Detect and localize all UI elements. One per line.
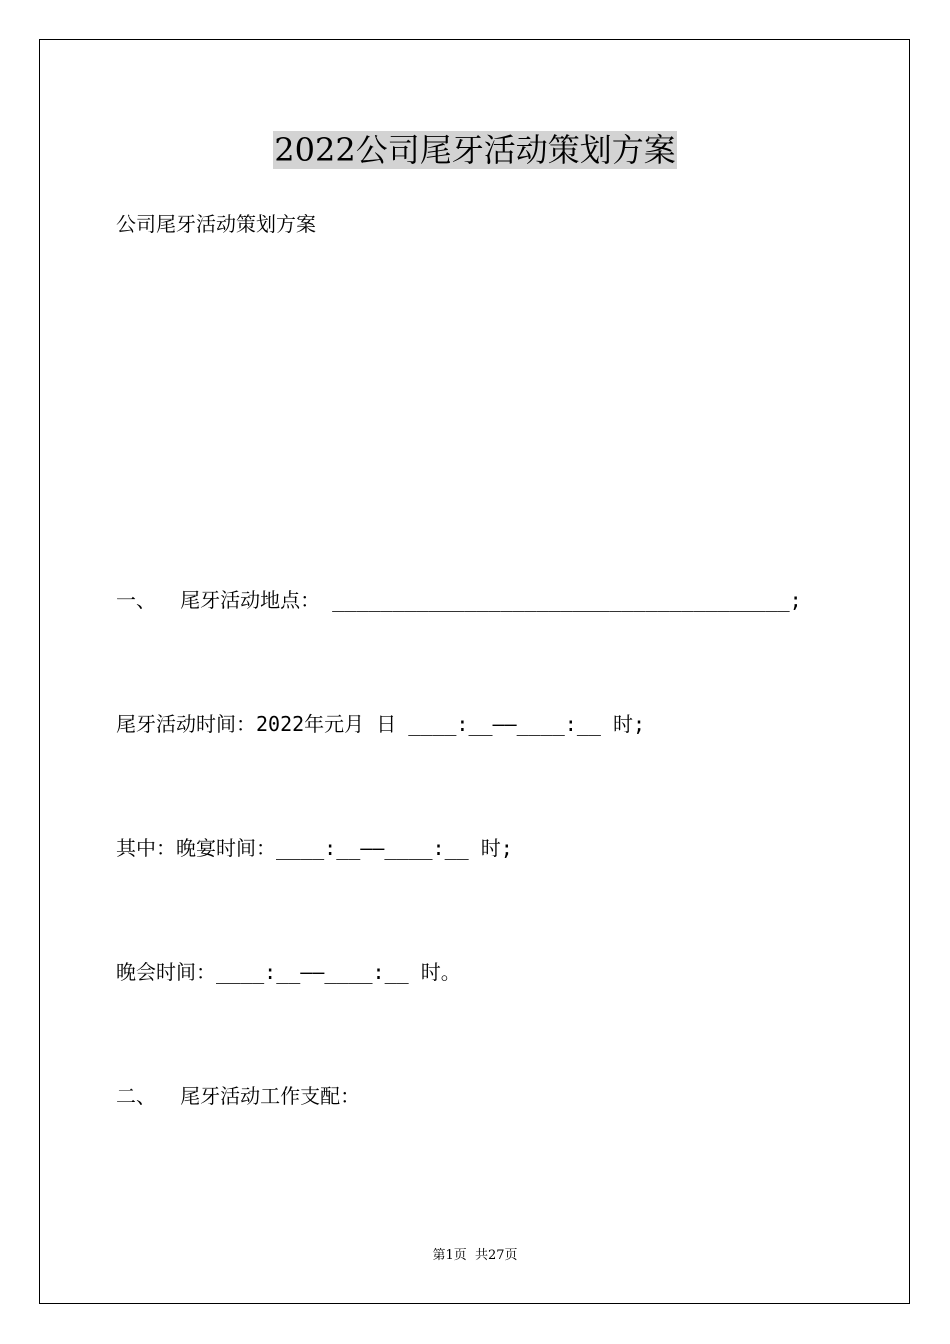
dinner-time-line: 其中：晚宴时间：____:__——____:__ 时; xyxy=(116,836,513,860)
section-two-heading: 二、 尾牙活动工作支配： xyxy=(116,1084,361,1108)
gala-time-line: 晚会时间：____:__——____:__ 时。 xyxy=(116,960,461,984)
page-footer: 第1页 共27页 xyxy=(432,1248,518,1263)
document-subtitle: 公司尾牙活动策划方案 xyxy=(116,212,316,236)
document-title-text: 2022公司尾牙活动策划方案 xyxy=(274,131,676,169)
event-time-line: 尾牙活动时间：2022年元月 日 ____:__——____:__ 时; xyxy=(116,712,645,736)
document-title xyxy=(0,128,950,172)
section-one-venue-line: 一、 尾牙活动地点： ______________________________________; xyxy=(116,588,802,612)
